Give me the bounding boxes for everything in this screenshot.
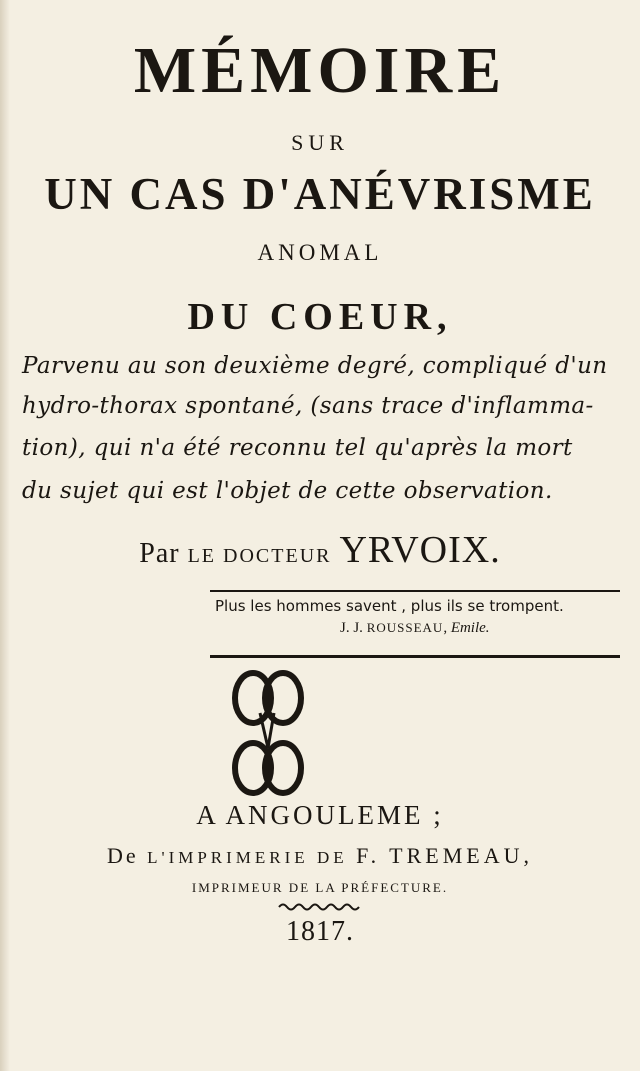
subtitle-line-4: du sujet qui est l'objet de cette observation. <box>22 478 553 504</box>
imprint-printer-line <box>0 843 640 869</box>
title-anomal: ANOMAL <box>257 240 383 265</box>
author-prefix: Par <box>139 538 180 569</box>
epigraph-quote: Plus les hommes savent , plus ils se trompent. <box>215 597 564 615</box>
imprint-year: 1817. <box>286 916 354 947</box>
imprint-printer-role: IMPRIMEUR DE LA PRÉFECTURE. <box>191 880 449 895</box>
imprint-city: A ANGOULEME ; <box>196 800 444 830</box>
epigraph-rule-top <box>210 590 620 592</box>
epigraph-work: Emile. <box>450 620 490 636</box>
epigraph-attribution: J. J. ROUSSEAU, Emile. <box>340 620 490 636</box>
subtitle-line-3: tion), qui n'a été reconnu tel qu'après la mort <box>22 435 573 461</box>
epigraph-author: ROUSSEAU <box>366 620 444 635</box>
author-name: YRVOIX. <box>339 529 501 571</box>
title-memoire: MÉMOIRE <box>133 34 507 107</box>
wave-ornament-icon <box>277 902 363 912</box>
subtitle-line-1: Parvenu au son deuxième degré, compliqué d'un <box>22 353 608 379</box>
title-case: UN CAS D'ANÉVRISME <box>44 169 596 219</box>
imprint-printer-name: F. TREMEAU, <box>356 843 534 868</box>
author-line <box>0 528 640 572</box>
imprint-printer-house: L'IMPRIMERIE DE <box>147 848 348 867</box>
title-heart: DU COEUR, <box>187 296 453 338</box>
subtitle-line-2: hydro-thorax spontané, (sans trace d'inflamma- <box>22 393 594 419</box>
epigraph-rule-bottom <box>210 655 620 658</box>
title-sur: SUR <box>291 130 349 155</box>
printer-mark-icon <box>228 668 308 798</box>
author-mid: LE DOCTEUR <box>187 545 332 567</box>
epigraph-initials: J. J. <box>340 620 363 636</box>
imprint-printer-prefix: De <box>106 843 139 868</box>
